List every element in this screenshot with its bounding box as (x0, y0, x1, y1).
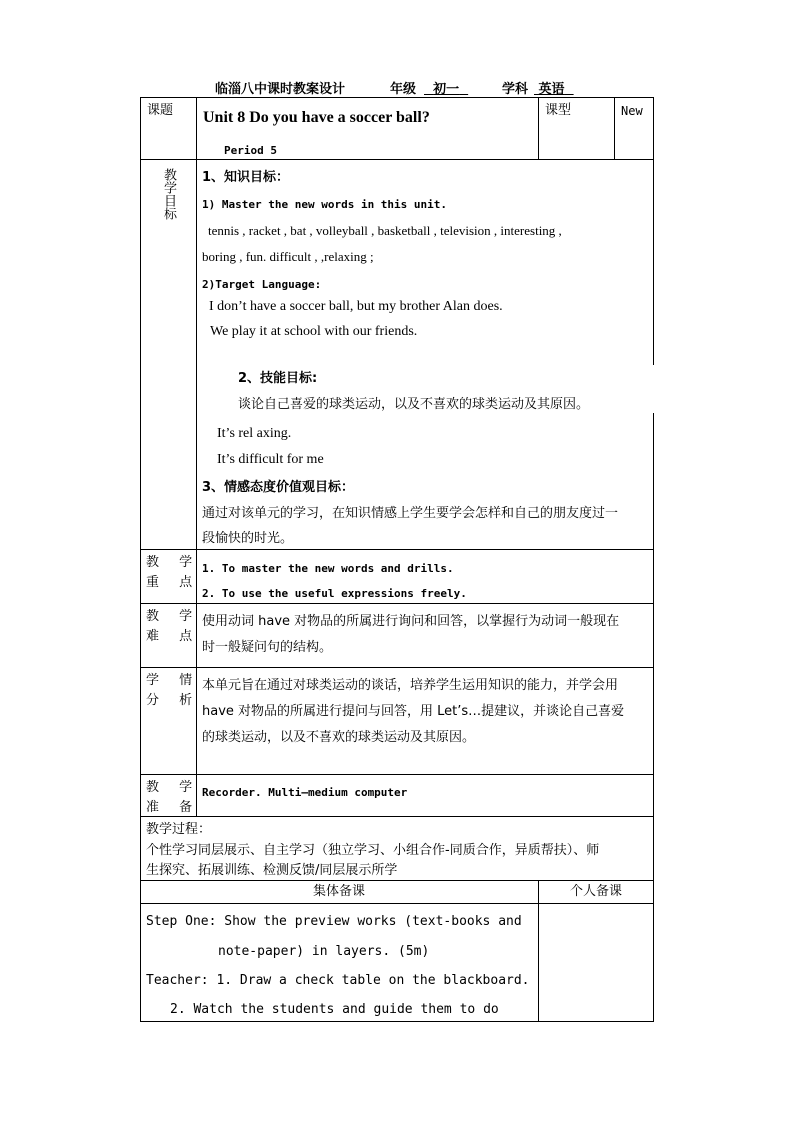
teacher-line-1: Teacher: 1. Draw a check table on the blackboard. (146, 973, 530, 988)
process-line-1: 个性学习同层展示、自主学习（独立学习、小组合作-同质合作，异质帮扶）、师 (146, 843, 600, 858)
type-label: 课型 (545, 103, 572, 118)
objectives-label: 教学目标 (161, 168, 176, 220)
topic-title: Unit 8 Do you have a soccer ball? (203, 109, 430, 126)
vocab-title: 1) Master the new words in this unit. (202, 198, 448, 211)
emotion-text-2: 段愉快的时光。 (202, 531, 294, 546)
step-one-line-2: note-paper) in layers. (5m) (218, 944, 430, 959)
grade-value: 初一 (433, 82, 460, 97)
topic-period: Period 5 (224, 144, 277, 157)
target-title: 2)Target Language: (202, 278, 322, 291)
keypoints-line-2: 2. To use the useful expressions freely. (202, 587, 467, 600)
difficulties-label-2: 难 点 (146, 629, 201, 644)
vocab-line-1: tennis , racket , bat , volleyball , basketball , television , interesting , (208, 223, 562, 238)
knowledge-title: 1、知识目标： (202, 170, 290, 185)
emotion-text-1: 通过对该单元的学习，在知识情感上学生要学会怎样和自己的朋友度过一 (202, 506, 619, 521)
target-line-2: We play it at school with our friends. (210, 324, 418, 339)
analysis-label-1: 学 情 (146, 673, 201, 688)
preparation-text: Recorder. Multi—medium computer (202, 786, 408, 799)
keypoints-label-2: 重 点 (146, 575, 201, 590)
process-line-2: 生探究、拓展训练、检测反馈/同层展示所学 (146, 863, 398, 878)
emotion-title: 3、情感态度价值观目标： (202, 480, 355, 495)
subject-label: 学科 (502, 82, 529, 97)
subject-value: 英语 (538, 82, 565, 97)
keypoints-label-1: 教 学 (146, 555, 201, 570)
vocab-line-2: boring , fun. difficult , ,relaxing ; (202, 249, 374, 264)
grade-label: 年级 (390, 82, 417, 97)
skill-title: 2、技能目标: (238, 371, 318, 386)
difficulties-label-1: 教 学 (146, 609, 201, 624)
skill-text: 谈论自己喜爱的球类运动，以及不喜欢的球类运动及其原因。 (238, 397, 590, 412)
group-prep-header: 集体备课 (312, 884, 365, 899)
keypoints-line-1: 1. To master the new words and drills. (202, 562, 454, 575)
school-title: 临淄八中课时教案设计 (215, 82, 346, 97)
type-value: New (621, 104, 643, 118)
analysis-line-3: 的球类运动，以及不喜欢的球类运动及其原因。 (202, 730, 476, 745)
preparation-label-2: 准 备 (146, 800, 201, 815)
analysis-line-1: 本单元旨在通过对球类运动的谈话，培养学生运用知识的能力，并学会用 (202, 678, 619, 693)
step-one-line-1: Step One: Show the preview works (text-books and (146, 914, 522, 929)
teacher-line-2: 2. Watch the students and guide them to do (170, 1002, 499, 1017)
analysis-line-2: have 对物品的所属进行提问与回答，用 Let’s…提建议，并谈论自己喜爱 (202, 704, 625, 719)
preparation-label-1: 教 学 (146, 780, 201, 795)
topic-label: 课题 (147, 103, 174, 118)
target-line-1: I don’t have a soccer ball, but my brother Alan does. (209, 299, 503, 314)
skill-example-2: It’s difficult for me (217, 452, 324, 467)
personal-prep-header: 个人备课 (569, 884, 622, 899)
difficulties-line-2: 时一般疑问句的结构。 (202, 640, 333, 655)
page-header (140, 76, 654, 98)
skill-example-1: It’s rel axing. (217, 426, 292, 441)
process-title: 教学过程： (146, 822, 212, 837)
analysis-label-2: 分 析 (146, 693, 201, 708)
difficulties-line-1: 使用动词 have 对物品的所属进行询问和回答，以掌握行为动词一般现在 (202, 614, 620, 629)
